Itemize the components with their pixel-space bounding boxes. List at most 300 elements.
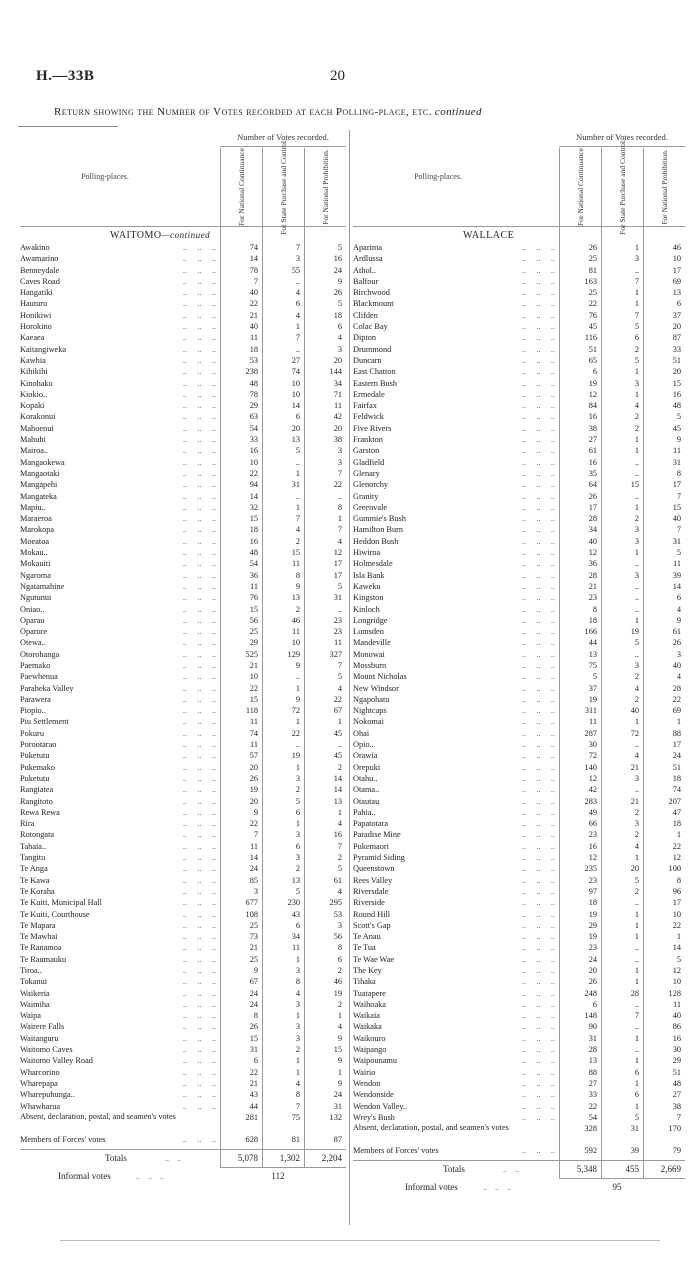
polling-place-name: Waikaia <box>353 1011 380 1021</box>
vote-count: 5 <box>634 1112 639 1122</box>
polling-place-name: Te Anau <box>353 932 381 942</box>
vote-count: 16 <box>672 389 681 399</box>
polling-place-name: Kaeaea <box>20 333 45 343</box>
vote-count: 129 <box>287 649 300 659</box>
polling-place-name: Absent, declaration, postal, and seamen's votes <box>353 1123 509 1133</box>
leader-dots: .. .. .. <box>182 389 216 399</box>
vote-count: 33 <box>588 1090 597 1100</box>
vote-count: 86 <box>672 1022 681 1032</box>
vote-count: 72 <box>630 728 639 738</box>
vote-count: 61 <box>588 446 597 456</box>
vote-count: 2 <box>634 886 639 896</box>
leader-dots: .. .. .. <box>521 525 555 535</box>
vote-count: 38 <box>588 423 597 433</box>
vote-count: 1 <box>634 288 639 298</box>
leader-dots: .. .. .. <box>521 796 555 806</box>
vote-count: 15 <box>249 514 258 524</box>
leader-dots: .. .. .. <box>521 615 555 625</box>
leader-dots: .. .. .. <box>182 344 216 354</box>
polling-place-name: Ermedale <box>353 389 385 399</box>
vote-count: 12 <box>588 853 597 863</box>
totals-label: Totals <box>443 1164 465 1175</box>
leader-dots: .. .. .. <box>521 559 555 569</box>
leader-dots: .. .. .. <box>521 514 555 524</box>
vote-count: 49 <box>588 807 597 817</box>
polling-place-name: Te Koraha <box>20 886 55 896</box>
vote-count: 75 <box>588 660 597 670</box>
table-row <box>20 332 346 343</box>
vote-count: 11 <box>292 559 300 569</box>
vote-count: 19 <box>588 932 597 942</box>
table-row <box>20 942 346 953</box>
leader-dots: .. .. .. <box>182 480 216 490</box>
table-row <box>353 694 685 705</box>
leader-dots: .. .. .. <box>182 649 216 659</box>
vote-count: 66 <box>588 819 597 829</box>
vote-count: 1 <box>634 932 639 942</box>
vote-count: 67 <box>249 977 258 987</box>
vote-count: 14 <box>333 773 342 783</box>
vote-count: 27 <box>672 1090 681 1100</box>
vote-count: 5 <box>337 243 342 252</box>
vote-count: 14 <box>249 254 258 264</box>
vote-count: 11 <box>673 999 681 1009</box>
vote-count: 6 <box>337 954 342 964</box>
vote-count: .. <box>295 344 300 354</box>
informal-votes-value: 95 <box>612 1182 622 1193</box>
vote-count: 11 <box>673 446 681 456</box>
vote-count: 45 <box>588 322 597 332</box>
leader-dots: .. .. .. <box>182 288 216 298</box>
leader-dots: .. .. .. <box>182 1134 216 1144</box>
vote-count: 6 <box>634 1067 639 1077</box>
leader-dots: .. .. .. <box>521 740 555 750</box>
vote-count: 1 <box>634 243 639 252</box>
vote-count: 295 <box>329 898 342 908</box>
table-row <box>20 683 346 694</box>
table-row <box>353 931 685 942</box>
vote-count: 10 <box>291 378 300 388</box>
vote-count: 48 <box>672 1078 681 1088</box>
vote-count: 24 <box>249 988 258 998</box>
polling-place-name: Te Mawhai <box>20 932 58 942</box>
table-row <box>20 762 346 773</box>
vote-count: 88 <box>588 1067 597 1077</box>
polling-place-name: Rira <box>20 819 35 829</box>
vote-count: 48 <box>672 401 681 411</box>
polling-place-name: Porootarao <box>20 740 57 750</box>
polling-place-name: Paraheka Valley <box>20 683 74 693</box>
vote-count: 25 <box>249 954 258 964</box>
polling-place-name: Tiroa.. <box>20 966 42 975</box>
polling-place-name: Wairio <box>353 1067 376 1077</box>
table-row <box>353 637 685 648</box>
table-row <box>20 581 346 592</box>
vote-count: 22 <box>672 841 681 851</box>
informal-votes-value: 112 <box>271 1171 285 1182</box>
vote-count: 44 <box>588 638 597 648</box>
polling-place-name: Wharepapa <box>20 1078 58 1088</box>
vote-count: 7 <box>337 660 342 670</box>
vote-count: 1 <box>634 1078 639 1088</box>
polling-place-name: Waihoaka <box>353 999 386 1009</box>
leader-dots: .. .. .. <box>521 638 555 648</box>
table-row <box>20 1067 346 1078</box>
vote-count: 20 <box>672 322 681 332</box>
leader-dots: .. .. .. <box>521 265 555 275</box>
vote-count: 18 <box>672 773 681 783</box>
vote-count: 5 <box>634 355 639 365</box>
vote-count: 1 <box>337 717 342 727</box>
vote-count: 15 <box>672 502 681 512</box>
polling-place-name: Eastern Bush <box>353 378 398 388</box>
vote-count: 6 <box>592 999 597 1009</box>
vote-count: 9 <box>337 1056 342 1066</box>
table-row <box>353 1089 685 1100</box>
leader-dots: .. .. .. <box>182 807 216 817</box>
polling-place-name: East Chatton <box>353 367 396 377</box>
vote-count: 17 <box>672 480 681 490</box>
leader-dots: .. .. .. <box>182 683 216 693</box>
vote-count: 287 <box>584 728 597 738</box>
vote-count: 54 <box>249 559 258 569</box>
vote-count: 5 <box>634 875 639 885</box>
vote-count: 37 <box>588 683 597 693</box>
vote-count: 21 <box>630 796 639 806</box>
vote-count: 33 <box>672 344 681 354</box>
table-row <box>353 750 685 761</box>
vote-count: 1 <box>634 1056 639 1066</box>
table-row <box>353 716 685 727</box>
polling-place-name: Birchwood <box>353 288 390 298</box>
leader-dots: .. .. .. <box>521 807 555 817</box>
leader-dots: .. .. .. <box>182 536 216 546</box>
vote-count: 63 <box>249 412 258 422</box>
vote-count: .. <box>634 954 639 964</box>
vote-count: 15 <box>291 548 300 558</box>
polling-places-header: Polling-places. <box>81 172 129 181</box>
polling-place-name: Five Rivers <box>353 423 392 433</box>
table-row <box>20 773 346 784</box>
vote-count: 94 <box>249 480 258 490</box>
table-row <box>20 920 346 931</box>
leader-dots: .. .. .. <box>182 378 216 388</box>
vote-count: 43 <box>249 1090 258 1100</box>
vote-count: 21 <box>249 660 258 670</box>
vote-count: 6 <box>295 841 300 851</box>
vote-count: 2 <box>295 1045 300 1055</box>
vote-count: 16 <box>588 412 597 422</box>
leader-dots: .. .. .. <box>182 333 216 343</box>
vote-count: 34 <box>333 378 342 388</box>
polling-place-name: Marokopa <box>20 525 55 535</box>
table-row <box>353 253 685 264</box>
vote-count: 17 <box>588 502 597 512</box>
leader-dots: .. .. .. <box>182 819 216 829</box>
leader-dots: .. .. .. <box>182 1045 216 1055</box>
table-row <box>353 389 685 400</box>
vote-count: 132 <box>329 1112 342 1122</box>
vote-count: 4 <box>676 672 681 682</box>
table-row <box>353 615 685 626</box>
leader-dots: .. .. .. <box>521 773 555 783</box>
vote-count: 9 <box>337 1033 342 1043</box>
polling-place-name: Ngapohatu <box>353 694 390 704</box>
vote-count: 12 <box>588 389 597 399</box>
polling-place-name: Longridge <box>353 615 388 625</box>
vote-count: 67 <box>333 706 342 716</box>
vote-count: 13 <box>291 593 300 603</box>
vote-count: 207 <box>668 796 681 806</box>
vote-count: 3 <box>295 830 300 840</box>
vote-count: 71 <box>333 389 342 399</box>
leader-dots: .. .. .. <box>521 932 555 942</box>
vote-count: 20 <box>291 423 300 433</box>
col-national-prohibition: For National Prohibition. <box>643 148 686 226</box>
table-row <box>353 547 685 558</box>
table-row <box>353 332 685 343</box>
polling-places-header: Polling-places. <box>414 172 462 181</box>
vote-count: 525 <box>245 649 258 659</box>
leader-dots: .. .. .. <box>182 491 216 501</box>
table-row <box>20 411 346 422</box>
vote-count: 2 <box>337 853 342 863</box>
vote-count: 2 <box>634 694 639 704</box>
vote-count: 42 <box>333 412 342 422</box>
vote-count: 283 <box>584 796 597 806</box>
table-row <box>20 728 346 739</box>
vote-count: 11 <box>334 638 342 648</box>
vote-count: 11 <box>250 581 258 591</box>
vote-count: 3 <box>337 446 342 456</box>
vote-count: 21 <box>249 1078 258 1088</box>
vote-count: 8 <box>676 875 681 885</box>
polling-place-name: Waipango <box>353 1045 387 1055</box>
vote-count: 29 <box>588 920 597 930</box>
vote-count: .. <box>634 265 639 275</box>
vote-count: 8 <box>295 977 300 987</box>
vote-count: 3 <box>295 1033 300 1043</box>
polling-place-name: Lumsden <box>353 627 384 637</box>
vote-count: 17 <box>672 265 681 275</box>
vote-count: 2 <box>634 807 639 817</box>
vote-count: 19 <box>588 909 597 919</box>
col-national-continuance: For National Continuance <box>559 148 602 226</box>
vote-count: 23 <box>333 627 342 637</box>
vote-count: 22 <box>249 819 258 829</box>
vote-count: 1 <box>295 502 300 512</box>
table-row <box>353 1067 685 1078</box>
vote-count: 69 <box>672 276 681 286</box>
polling-place-name: Rewa Rewa <box>20 807 60 817</box>
polling-place-name: Gladfield <box>353 457 385 467</box>
polling-place-name: Ohai <box>353 728 370 738</box>
polling-place-name: Kinohaku <box>20 378 53 388</box>
table-row <box>353 592 685 603</box>
table-row <box>20 1101 346 1112</box>
leader-dots: .. .. .. <box>182 525 216 535</box>
vote-count: 22 <box>249 1067 258 1077</box>
vote-count: 72 <box>291 706 300 716</box>
vote-count: 10 <box>672 909 681 919</box>
leader-dots: .. .. .. <box>136 1172 164 1182</box>
vote-count: 1 <box>634 909 639 919</box>
table-row <box>353 423 685 434</box>
vote-count: 11 <box>250 333 258 343</box>
table-row <box>353 807 685 818</box>
vote-count: 1 <box>295 1011 300 1021</box>
vote-count: 12 <box>588 548 597 558</box>
col-state-purchase: For State Purchase and Control. <box>601 148 644 226</box>
vote-count: 16 <box>333 830 342 840</box>
polling-place-name: Mount Nicholas <box>353 672 407 682</box>
leader-dots: .. .. .. <box>182 638 216 648</box>
electorate-name: WALLACE <box>463 230 515 241</box>
vote-count: 281 <box>245 1112 258 1122</box>
leader-dots: .. .. .. <box>182 728 216 738</box>
vote-count: 23 <box>333 615 342 625</box>
vote-count: 4 <box>337 536 342 546</box>
vote-count: 21 <box>588 581 597 591</box>
vote-count: 51 <box>672 1067 681 1077</box>
vote-count: 1 <box>634 446 639 456</box>
leader-dots: .. .. .. <box>521 412 555 422</box>
bottom-rule <box>60 1240 660 1241</box>
table-row <box>20 604 346 615</box>
vote-count: 44 <box>249 1101 258 1111</box>
vote-count: 230 <box>287 898 300 908</box>
vote-count: 43 <box>291 909 300 919</box>
vote-count: 5 <box>676 412 681 422</box>
leader-dots: .. .. .. <box>521 593 555 603</box>
polling-place-name: Kaweku <box>353 581 381 591</box>
leader-dots: .. .. .. <box>182 1090 216 1100</box>
leader-dots: .. .. .. <box>182 243 216 252</box>
vote-count: 48 <box>249 548 258 558</box>
polling-place-name: Nightcaps <box>353 706 387 716</box>
leader-dots: .. .. .. <box>182 796 216 806</box>
table-row <box>20 558 346 569</box>
vote-count: 1 <box>634 920 639 930</box>
totals-rule <box>20 1149 346 1150</box>
table-row <box>20 739 346 750</box>
vote-count: 128 <box>668 988 681 998</box>
vote-count: 12 <box>672 966 681 975</box>
vote-count: 23 <box>588 830 597 840</box>
table-row <box>353 344 685 355</box>
polling-place-name: Tuatapere <box>353 988 386 998</box>
vote-count: .. <box>295 740 300 750</box>
vote-count: 1 <box>295 468 300 478</box>
right-half-wallace <box>353 130 685 1220</box>
vote-count: 10 <box>672 254 681 264</box>
leader-dots: .. .. <box>165 1154 181 1164</box>
vote-count: 13 <box>291 875 300 885</box>
vote-count: 97 <box>588 886 597 896</box>
table-row <box>353 434 685 445</box>
polling-place-name: Puketutu <box>20 773 50 783</box>
vote-count: 26 <box>588 977 597 987</box>
vote-count: 18 <box>588 898 597 908</box>
vote-count: 8 <box>592 604 597 614</box>
vote-count: 6 <box>676 593 681 603</box>
vote-count: 1 <box>295 954 300 964</box>
polling-place-name: Maraeroa <box>20 514 52 524</box>
leader-dots: .. .. .. <box>182 717 216 727</box>
table-row <box>20 931 346 942</box>
polling-place-name: Te Raumauku <box>20 954 67 964</box>
table-row <box>353 762 685 773</box>
leader-dots: .. .. .. <box>182 864 216 874</box>
vote-count: 1 <box>634 548 639 558</box>
vote-count: 11 <box>334 401 342 411</box>
vote-count: 61 <box>672 627 681 637</box>
vote-count: 2 <box>634 672 639 682</box>
vote-count: 4 <box>634 751 639 761</box>
leader-dots: .. .. .. <box>521 1101 555 1111</box>
table-row <box>353 852 685 863</box>
table-row <box>20 886 346 897</box>
polling-place-name: Members of Forces' votes <box>353 1146 439 1156</box>
vote-count: .. <box>634 1022 639 1032</box>
vote-count: 23 <box>588 943 597 953</box>
polling-place-name: Parawera <box>20 694 51 704</box>
vote-count: 26 <box>672 638 681 648</box>
polling-place-name: Otama.. <box>353 785 380 795</box>
leader-dots: .. .. .. <box>182 977 216 987</box>
vote-count: 31 <box>333 1101 342 1111</box>
vote-count: 3 <box>295 853 300 863</box>
table-row <box>353 1044 685 1055</box>
informal-votes-label: Informal votes <box>405 1182 458 1193</box>
table-row <box>20 276 346 287</box>
leader-dots: .. .. .. <box>521 344 555 354</box>
table-row <box>353 976 685 987</box>
vote-count: 11 <box>292 627 300 637</box>
vote-count: 7 <box>634 310 639 320</box>
polling-place-name: Te Anga <box>20 864 48 874</box>
vote-count: 55 <box>291 265 300 275</box>
leader-dots: .. .. .. <box>521 954 555 964</box>
vote-count: 6 <box>634 333 639 343</box>
vote-count: 11 <box>250 841 258 851</box>
leader-dots: .. .. .. <box>182 457 216 467</box>
vote-count: 5 <box>295 796 300 806</box>
vote-count: 18 <box>672 819 681 829</box>
polling-place-name: Kaitangiweka <box>20 344 67 354</box>
vote-count: 14 <box>291 401 300 411</box>
table-row <box>20 242 346 253</box>
leader-dots: .. .. .. <box>521 728 555 738</box>
polling-place-name: Tangitu <box>20 853 46 863</box>
polling-place-name: Pahia.. <box>353 807 376 817</box>
polling-place-name: Kawhia <box>20 355 46 365</box>
vote-count: 16 <box>588 457 597 467</box>
leader-dots: .. .. .. <box>182 830 216 840</box>
table-row <box>353 999 685 1010</box>
polling-place-name: Wendon Valley.. <box>353 1101 408 1111</box>
polling-place-name: Waikeria <box>20 988 50 998</box>
vote-count: 31 <box>672 536 681 546</box>
vote-count: 1 <box>634 717 639 727</box>
polling-place-name: Rees Valley <box>353 875 393 885</box>
left-half-waitomo <box>20 130 346 1220</box>
leader-dots: .. .. .. <box>521 886 555 896</box>
table-row <box>20 750 346 761</box>
vote-count: 5 <box>295 886 300 896</box>
table-row <box>20 965 346 976</box>
leader-dots: .. .. .. <box>182 468 216 478</box>
